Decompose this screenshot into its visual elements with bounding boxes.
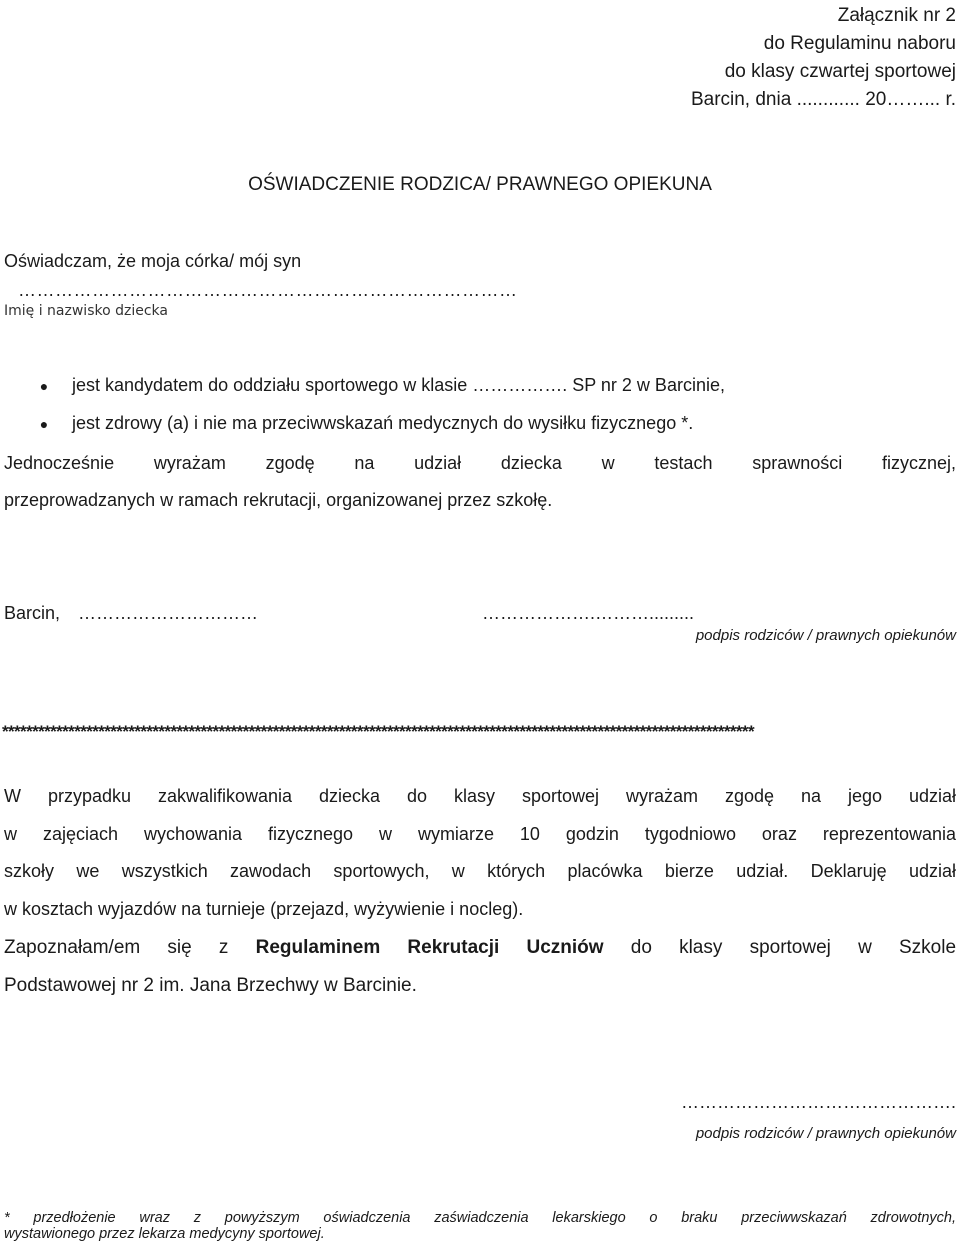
footnote xyxy=(4,1210,956,1242)
paragraph-line: w zajęciach wychowania fizycznego w wymiarze 10 godzin tygodniowo oraz reprezentowania xyxy=(4,824,956,844)
place-label: Barcin, xyxy=(4,603,61,623)
separator-asterisks: ***************************************************************************************************************************** xyxy=(2,722,754,741)
bullet-icon: ● xyxy=(39,416,49,432)
paragraph-line: W przypadku zakwalifikowania dziecka do klasy sportowej wyrażam zgodę na jego udział xyxy=(4,786,956,806)
document-title: OŚWIADCZENIE RODZICA/ PRAWNEGO OPIEKUNA xyxy=(248,174,712,195)
bullet-item-candidate: jest kandydatem do oddziału sportowego w klasie ……………. SP nr 2 w Barcinie, xyxy=(72,375,725,395)
regulation-line-2: Podstawowej nr 2 im. Jana Brzechwy w Barcinie. xyxy=(4,975,417,996)
regulation-line-1 xyxy=(4,937,956,959)
header-line: do klasy czwartej sportowej xyxy=(724,61,956,82)
header-line: Załącznik nr 2 xyxy=(837,5,956,26)
child-name-field: ……………………………………………………………………… xyxy=(18,280,518,300)
intro-text: Oświadczam, że moja córka/ mój syn xyxy=(4,251,302,271)
bullet-item-health: jest zdrowy (a) i nie ma przeciwwskazań medycznych do wysiłku fizycznego *. xyxy=(72,413,694,433)
header-line: Barcin, dnia ............ 20……... r. xyxy=(690,89,956,110)
signature2-field: ………………………………………. xyxy=(680,1092,956,1112)
regulation-post: do klasy sportowej w Szkole xyxy=(630,937,957,958)
header-line: do Regulaminu naboru xyxy=(763,33,956,54)
signature-field: ……………….………......... xyxy=(482,603,695,623)
regulation-name: Regulaminem Rekrutacji Uczniów xyxy=(255,937,604,958)
footnote-line-1: * przedłożenie wraz z powyższym oświadczenia zaświadczenia lekarskiego o braku przeciwwskazań zdrowotnych, xyxy=(4,1210,956,1226)
consent-line-2: przeprowadzanych w ramach rekrutacji, organizowanej przez szkołę. xyxy=(4,490,553,510)
child-name-caption: Imię i nazwisko dziecka xyxy=(4,303,168,319)
date-field: ………………………… xyxy=(78,603,258,623)
attachment-header xyxy=(691,2,956,114)
paragraph-line: szkoły we wszystkich zawodach sportowych, w których placówka bierze udział. Deklaruję udział xyxy=(4,861,956,881)
signature-caption: podpis rodziców / prawnych opiekunów xyxy=(695,627,956,644)
paragraph-line: w kosztach wyjazdów na turnieje (przejazd, wyżywienie i nocleg). xyxy=(4,899,524,919)
regulation-pre: Zapoznałam/em się z xyxy=(4,937,229,958)
footnote-line-2: wystawionego przez lekarza medycyny sportowej. xyxy=(4,1226,325,1242)
bullet-icon: ● xyxy=(39,378,49,394)
consent-line-1: Jednocześnie wyrażam zgodę na udział dziecka w testach sprawności fizycznej, xyxy=(4,453,956,473)
signature2-caption: podpis rodziców / prawnych opiekunów xyxy=(695,1125,956,1142)
